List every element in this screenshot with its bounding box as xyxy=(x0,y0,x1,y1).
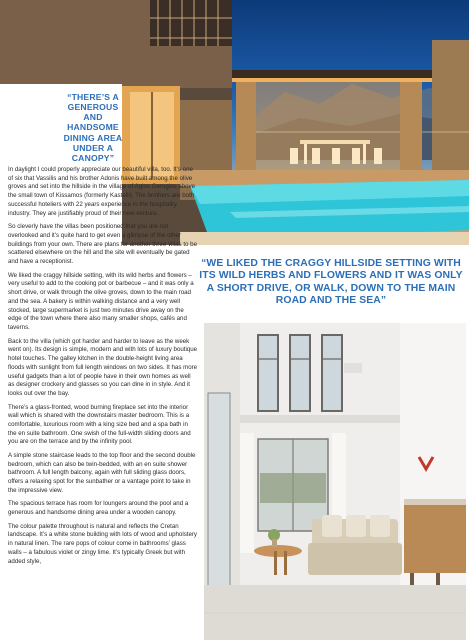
pull-quote-hillside: “WE LIKED THE CRAGGY HILLSIDE SETTING WITH ITS WILD HERBS AND FLOWERS AND IT WAS ONLY A SHORT DRIVE, OR WALK, DOWN TO THE MAIN ROAD AND THE SEA” xyxy=(199,258,463,306)
villa-interior-illustration xyxy=(204,323,466,640)
article-paragraph: There’s a glass-fronted, wood burning fireplace set into the interior wall which is shared with the downstairs master bedroom. This is a comfortable, luxurious room with a king size bed and a spa bath in the en suite bathroom. One swish of the full-width sliding doors and you are on the terrace and by the infinity pool. xyxy=(8,403,191,446)
article-paragraph: The spacious terrace has room for loungers around the pool and a generous and handsome dining area under a wooden canopy. xyxy=(8,500,189,517)
villa-interior-photo xyxy=(204,323,466,640)
article-paragraph: Back to the villa (which got harder and harder to leave as the week went on). Its design is simple, modern and with lots of luxury boutique hotel touches. The galley kitchen in the double-height living area floods with sunlight from full length windows on two sides. It has more useful gadgets than a lot of people have in their own homes as well as designer crockery and glasses so you can dine in in style. And it looks out over the bay. xyxy=(8,337,198,398)
article-body xyxy=(8,166,198,571)
pull-quote-dining: “THERE’S A GENEROUS AND HANDSOME DINING AREA UNDER A CANOPY” xyxy=(63,92,123,163)
article-paragraph: The colour palette throughout is natural and reflects the Cretan landscape. It’s a white stone building with lots of wood and upholstery in natural linen. The rare pops of colour come in bathrooms’ glass walls – a fabulous violet or zingy lime. It’s typically Greek but with added style, xyxy=(8,522,197,565)
article-paragraph: In daylight I could properly appreciate our beautiful villa, too. It’s one of six that Vassilis and his brother Adonis have built among the olive groves and set into the hillside in the village of Agios Gerogios above the small town of Kissamos (formerly Kastelli). The brothers are both successful hoteliers with 22 years experience in the hospitality industry. They are justifiably proud of their new venture. xyxy=(8,166,196,217)
article-paragraph: So cleverly have the villas been positioned that you are not overlooked and it’s quite hard to get even a glimpse of the other buildings from your own. There are plans for another three villas to be scattered elsewhere on the hill and the site will eventually be gated and have a receptionist. xyxy=(8,223,197,266)
article-paragraph: A simple stone staircase leads to the top floor and the second double bedroom, which can also be twin-bedded, with an en suite shower bathroom. A full length balcony, again with full sliding glass doors, offers a relaxing spot for the sunbather or a vantage point to take in the impressive view. xyxy=(8,452,196,494)
article-paragraph: We liked the craggy hillside setting, with its wild herbs and flowers – very useful to add to the cooking pot or barbecue – and it was only a short drive, or walk through the olive groves, down to the main road and the sea. A bakery is within walking distance and a very well stocked, large supermarket is just two minutes drive away on the edge of the town where there also many smaller shops, cafés and taverns. xyxy=(8,271,194,332)
